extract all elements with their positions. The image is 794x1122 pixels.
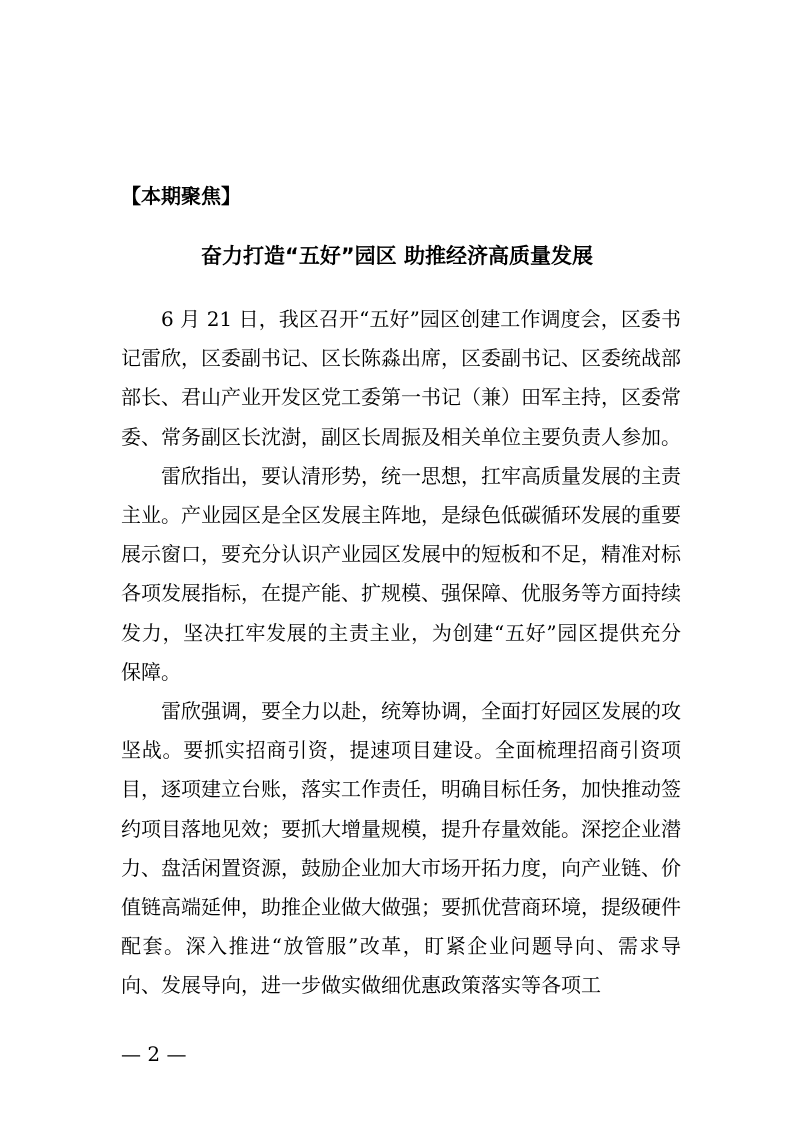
paragraph-leixin-emphasis: 雷欣强调，要全力以赴，统筹协调，全面打好园区发展的攻坚战。要抓实招商引资，提速项目建设。全面梳理招商引资项目，逐项建立台账，落实工作责任，明确目标任务，加快推动签约项目落地见效；要抓大增量规模，提升存量效能。深挖企业潜力、盘活闲置资源，鼓励企业加大市场开拓力度，向产业链、价值链高端延伸，助推企业做大做强；要抓优营商环境，提级硬件配套。深入推进“放管服”改革，盯紧企业问题导向、需求导向、发展导向，进一步做实做细优惠政策落实等各项工 — [121, 699, 681, 998]
article-title: 奋力打造“五好”园区 助推经济高质量发展 — [201, 244, 593, 268]
article-body — [121, 300, 681, 1006]
page-number: — 2 — — [121, 1042, 187, 1066]
section-label: 【本期聚焦】 — [121, 184, 241, 208]
paragraph-leixin-points: 雷欣指出，要认清形势，统一思想，扛牢高质量发展的主责主业。产业园区是全区发展主阵地，是绿色低碳循环发展的重要展示窗口，要充分认识产业园区发展中的短板和不足，精准对标各项发展指标，在提产能、扩规模、强保障、优服务等方面持续发力，坚决扛牢发展的主责主业，为创建“五好”园区提供充分保障。 — [121, 463, 681, 684]
paragraph-meeting: 6 月 21 日，我区召开“五好”园区创建工作调度会，区委书记雷欣，区委副书记、区长陈淼出席，区委副书记、区委统战部部长、君山产业开发区党工委第一书记（兼）田军主持，区委常委、常务副区长沈澍，副区长周振及相关单位主要负责人参加。 — [121, 307, 681, 449]
